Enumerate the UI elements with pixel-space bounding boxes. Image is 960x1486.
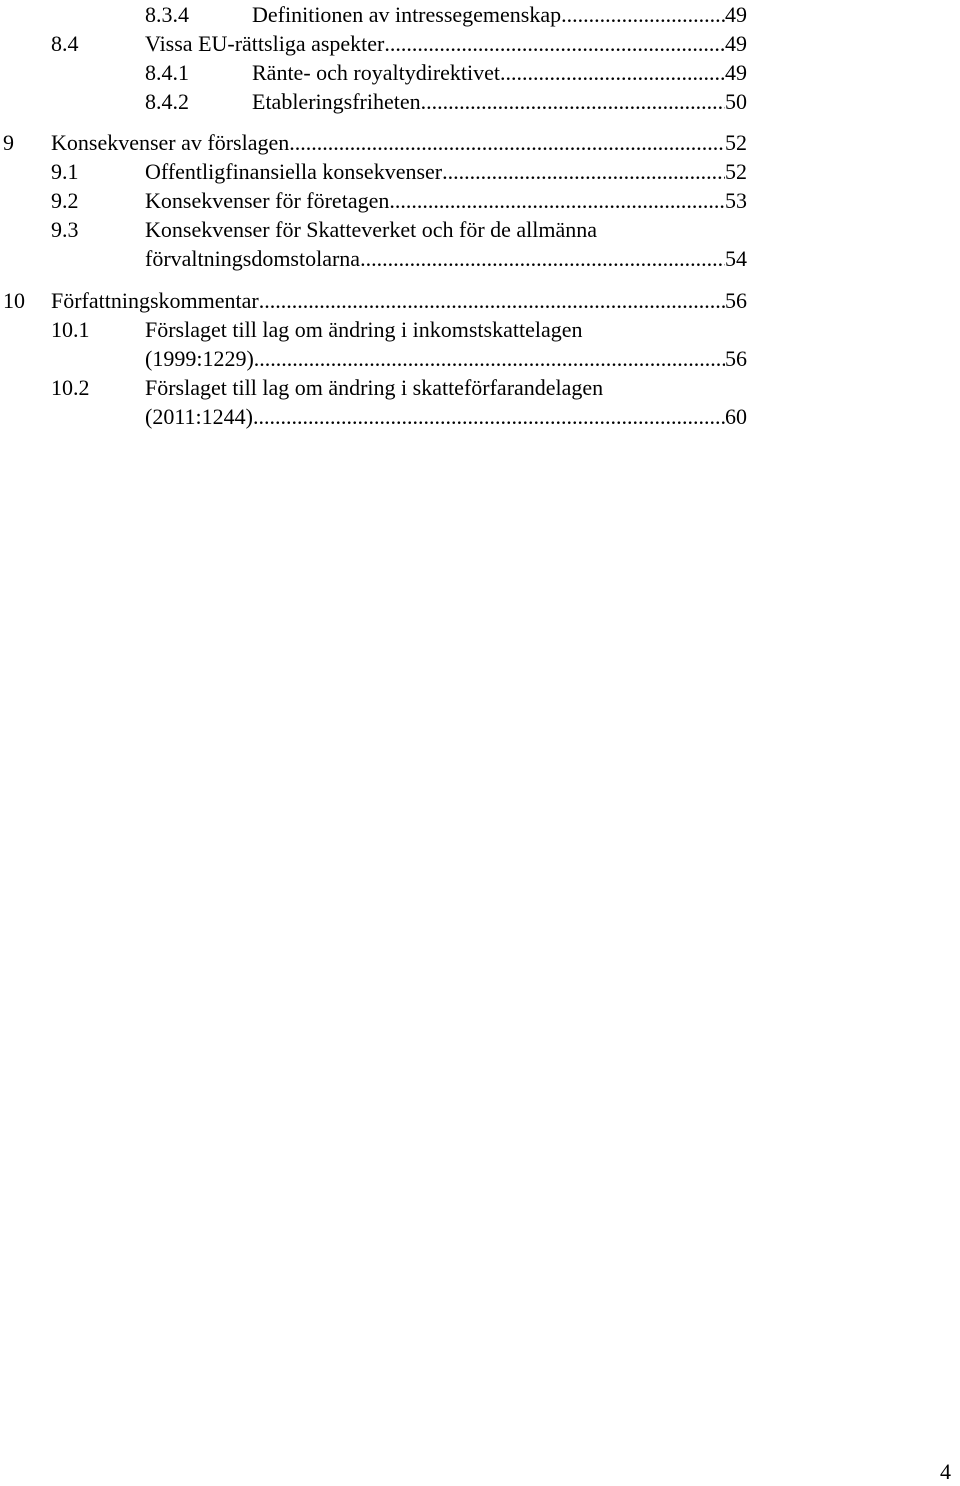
toc-entry-text (145, 244, 747, 273)
toc-entry-text (252, 0, 747, 29)
toc-entry-text (145, 315, 747, 344)
toc-entry-page: 53 (725, 188, 747, 213)
toc-entry-page: 49 (725, 60, 747, 85)
toc-entry-number: 8.4.1 (145, 60, 189, 85)
toc-entry-page: 50 (725, 89, 747, 114)
toc-entry-text (145, 157, 747, 186)
toc-entry-text (252, 58, 747, 87)
toc-dot-leader (384, 29, 725, 58)
toc-dot-leader (500, 58, 725, 87)
page-number: 4 (940, 1459, 951, 1484)
toc-entry-number: 8.4 (51, 31, 79, 56)
toc-entry-number: 9.3 (51, 217, 79, 242)
toc-entry-title: Etableringsfriheten (252, 89, 421, 114)
toc-entry-title-line: Förslaget till lag om ändring i inkomstskattelagen (145, 317, 583, 342)
toc-entry-page: 49 (725, 2, 747, 27)
toc-dot-leader (259, 286, 725, 315)
toc-entry-page: 52 (725, 130, 747, 155)
toc-entry-title: (1999:1229) (145, 346, 254, 371)
toc-entry-text (51, 286, 747, 315)
toc-entry-page: 52 (725, 159, 747, 184)
toc-entry-text (145, 344, 747, 373)
toc-entry-page: 54 (725, 246, 747, 271)
toc-entry-title: Ränte- och royaltydirektivet (252, 60, 501, 85)
toc-dot-leader (421, 87, 725, 116)
toc-entry-number: 8.3.4 (145, 2, 189, 27)
toc-entry-text (145, 215, 747, 244)
toc-entry-title: Vissa EU-rättsliga aspekter (145, 31, 385, 56)
toc-dot-leader (442, 157, 725, 186)
toc-entry-number: 9.2 (51, 188, 79, 213)
toc-entry-title: förvaltningsdomstolarna (145, 246, 361, 271)
toc-entry-page: 56 (725, 346, 747, 371)
toc-dot-leader (253, 402, 725, 431)
toc-entry-page: 49 (725, 31, 747, 56)
toc-entry-number: 8.4.2 (145, 89, 189, 114)
toc-dot-leader (389, 186, 725, 215)
toc-entry-title: Definitionen av intressegemenskap (252, 2, 562, 27)
toc-entry-title: Offentligfinansiella konsekvenser (145, 159, 443, 184)
toc-dot-leader (561, 0, 725, 29)
toc-entry-text (145, 402, 747, 431)
toc-entry-text (252, 87, 747, 116)
toc-entry-title: (2011:1244) (145, 404, 253, 429)
toc-entry-page: 60 (725, 404, 747, 429)
toc-entry-text (145, 186, 747, 215)
toc-entry-text (145, 29, 747, 58)
toc-entry-number: 10.1 (51, 317, 90, 342)
toc-dot-leader (254, 344, 725, 373)
toc-entry-number: 9.1 (51, 159, 79, 184)
toc-entry-text (145, 373, 747, 402)
toc-entry-title: Konsekvenser av förslagen (51, 130, 290, 155)
toc-entry-title-line: Konsekvenser för Skatteverket och för de allmänna (145, 217, 598, 242)
toc-dot-leader (360, 244, 725, 273)
toc-entry-number: 9 (3, 130, 14, 155)
toc-entry-title: Konsekvenser för företagen (145, 188, 390, 213)
toc-entry-title-line: Förslaget till lag om ändring i skatteförfarandelagen (145, 375, 604, 400)
toc-entry-text (51, 128, 747, 157)
toc-dot-leader (289, 128, 725, 157)
toc-entry-number: 10.2 (51, 375, 90, 400)
toc-entry-title: Författningskommentar (51, 288, 259, 313)
toc-entry-number: 10 (3, 288, 25, 313)
toc-entry-page: 56 (725, 288, 747, 313)
